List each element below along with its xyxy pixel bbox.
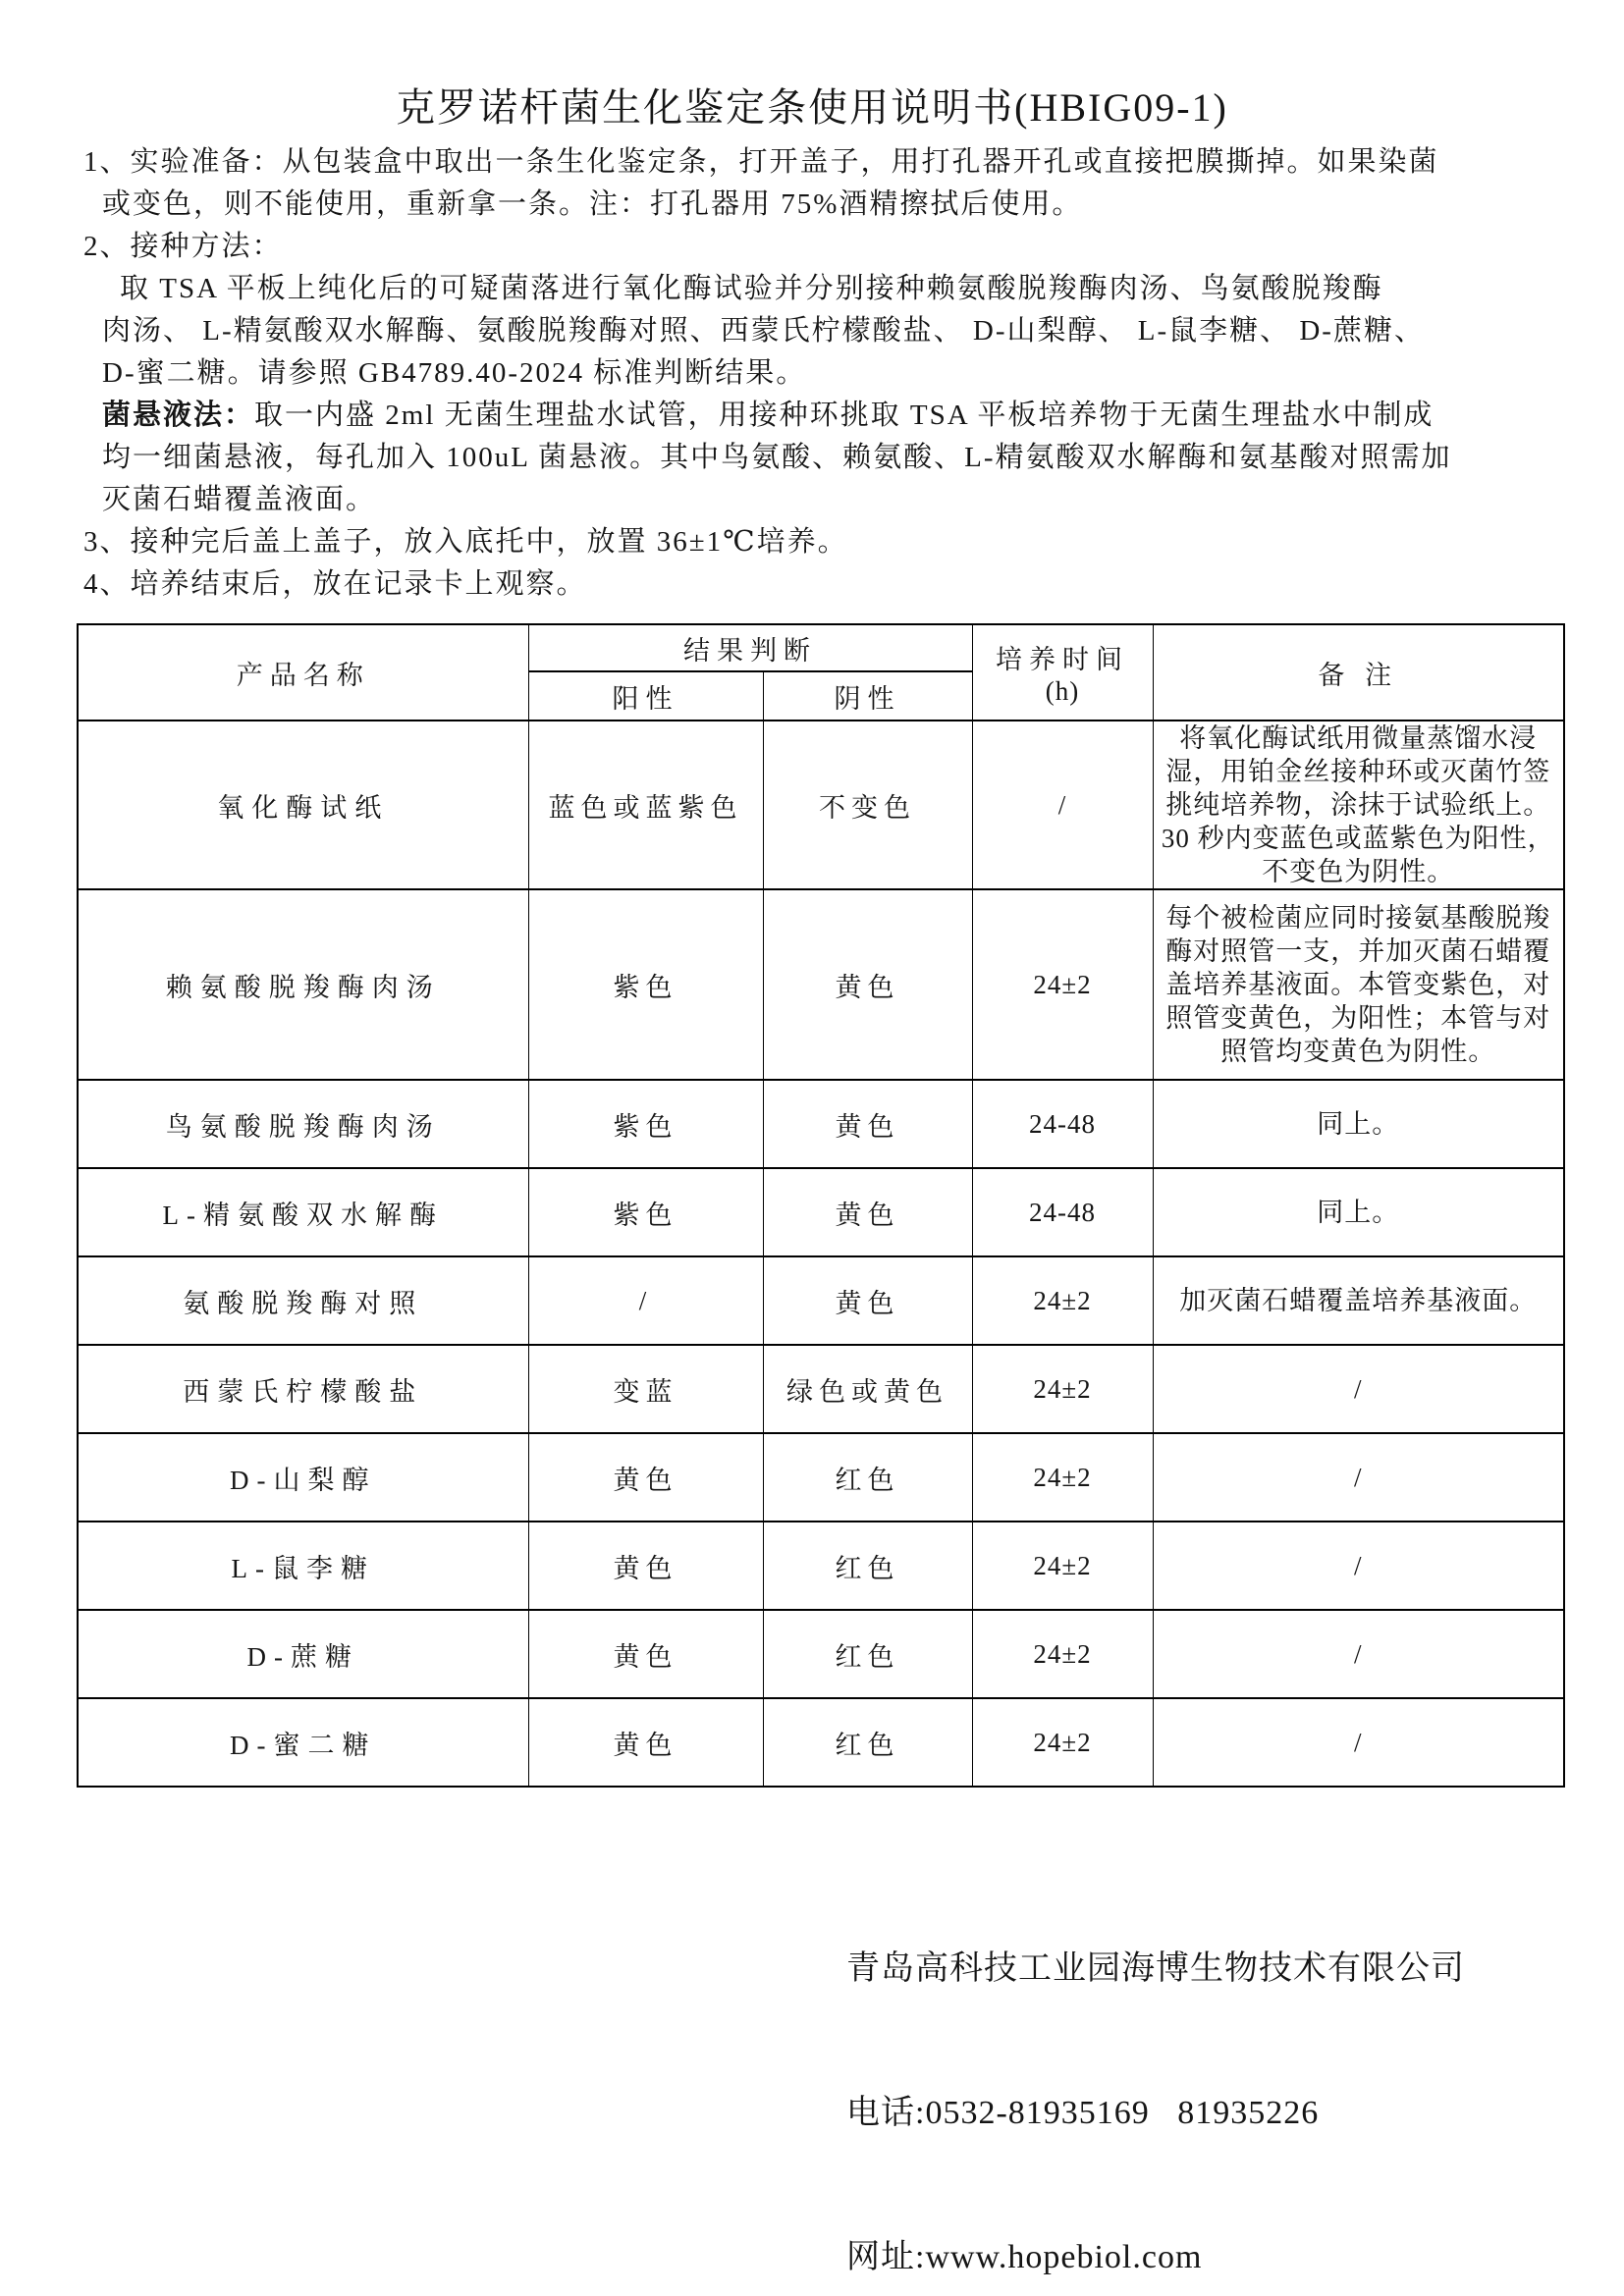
cell-negative: 不变色	[763, 721, 972, 889]
cell-negative: 红色	[763, 1522, 972, 1610]
cell-time: 24±2	[972, 1433, 1153, 1522]
cell-remark: 同上。	[1153, 1168, 1564, 1256]
instruction-line-1b: 或变色，则不能使用，重新拿一条。注：打孔器用 75%酒精擦拭后使用。	[102, 188, 1083, 220]
instruction-line-1a: 1、实验准备：从包装盒中取出一条生化鉴定条，打开盖子，用打孔器开孔或直接把膜撕掉。如果染菌	[83, 146, 1439, 178]
page-title: 克罗诺杆菌生化鉴定条使用说明书(HBIG09-1)	[396, 85, 1228, 130]
cell-positive: 紫色	[528, 1168, 763, 1256]
cell-product: 氨酸脱羧酶对照	[78, 1256, 528, 1345]
cell-time: 24-48	[972, 1168, 1153, 1256]
table-header-row-1	[78, 624, 1564, 671]
instruction-line-4: 4、培养结束后，放在记录卡上观察。	[83, 568, 587, 600]
phone-line: 电话:0532-81935169 81935226	[846, 2095, 1320, 2131]
cell-remark: 同上。	[1153, 1080, 1564, 1168]
suspension-line-3: 灭菌石蜡覆盖液面。	[102, 484, 377, 515]
cell-positive: 蓝色或蓝紫色	[528, 721, 763, 889]
inoculation-line-2: 肉汤、 L-精氨酸双水解酶、氨酸脱羧酶对照、西蒙氏柠檬酸盐、 D-山梨醇、 L-鼠李糖、 D-蔗糖、	[102, 315, 1425, 347]
footer	[846, 1848, 1624, 2296]
cell-positive: 变蓝	[528, 1345, 763, 1433]
table-row	[78, 889, 1564, 1080]
cell-remark: /	[1153, 1433, 1564, 1522]
header-time-line1: 培养时间	[996, 645, 1129, 674]
table-row	[78, 1256, 1564, 1345]
inoculation-line-3: D-蜜二糖。请参照 GB4789.40-2024 标准判断结果。	[102, 357, 807, 389]
cell-product: 氧化酶试纸	[78, 721, 528, 889]
cell-negative: 红色	[763, 1433, 972, 1522]
cell-remark: /	[1153, 1345, 1564, 1433]
header-time-line2: (h)	[1045, 676, 1080, 706]
cell-positive: 黄色	[528, 1610, 763, 1698]
cell-positive: 黄色	[528, 1522, 763, 1610]
cell-remark: 加灭菌石蜡覆盖培养基液面。	[1153, 1256, 1564, 1345]
table-row	[78, 1168, 1564, 1256]
cell-positive: 紫色	[528, 889, 763, 1080]
cell-negative: 黄色	[763, 1080, 972, 1168]
header-result: 结果判断	[528, 624, 972, 671]
cell-negative: 红色	[763, 1610, 972, 1698]
cell-product: L-精氨酸双水解酶	[78, 1168, 528, 1256]
suspension-method-text: 取一内盛 2ml 无菌生理盐水试管，用接种环挑取 TSA 平板培养物于无菌生理盐水中制成	[254, 400, 1435, 431]
cell-time: 24±2	[972, 1256, 1153, 1345]
cell-time: 24±2	[972, 1345, 1153, 1433]
cell-time: 24±2	[972, 1610, 1153, 1698]
header-product: 产品名称	[78, 624, 528, 721]
suspension-method-label: 菌悬液法：	[102, 400, 255, 431]
cell-negative: 黄色	[763, 1168, 972, 1256]
cell-remark: /	[1153, 1610, 1564, 1698]
instruction-line-3: 3、接种完后盖上盖子，放入底托中，放置 36±1℃培养。	[83, 526, 848, 558]
cell-product: D-蜜二糖	[78, 1698, 528, 1787]
results-table	[77, 623, 1565, 1788]
header-remark: 备 注	[1153, 624, 1564, 721]
suspension-line-2: 均一细菌悬液，每孔加入 100uL 菌悬液。其中鸟氨酸、赖氨酸、L-精氨酸双水解酶和氨基酸对照需加	[102, 442, 1452, 473]
instruction-line-2: 2、接种方法：	[83, 231, 283, 262]
cell-time: 24±2	[972, 889, 1153, 1080]
cell-remark: /	[1153, 1522, 1564, 1610]
cell-product: 赖氨酸脱羧酶肉汤	[78, 889, 528, 1080]
cell-time: 24±2	[972, 1698, 1153, 1787]
cell-positive: /	[528, 1256, 763, 1345]
website-line: 网址:www.hopebiol.com	[846, 2239, 1203, 2275]
suspension-line-1	[0, 395, 1624, 437]
header-positive: 阳性	[528, 671, 763, 721]
cell-remark: 将氧化酶试纸用微量蒸馏水浸湿，用铂金丝接种环或灭菌竹签挑纯培养物，涂抹于试验纸上。30 秒内变蓝色或蓝紫色为阳性，不变色为阴性。	[1153, 721, 1564, 889]
cell-negative: 红色	[763, 1698, 972, 1787]
cell-negative: 黄色	[763, 1256, 972, 1345]
cell-remark: /	[1153, 1698, 1564, 1787]
cell-negative: 绿色或黄色	[763, 1345, 972, 1433]
company-name: 青岛高科技工业园海博生物技术有限公司	[846, 1950, 1465, 1987]
table-row	[78, 1610, 1564, 1698]
cell-product: 西蒙氏柠檬酸盐	[78, 1345, 528, 1433]
cell-positive: 紫色	[528, 1080, 763, 1168]
cell-product: 鸟氨酸脱羧酶肉汤	[78, 1080, 528, 1168]
instructions-section	[0, 141, 1624, 606]
cell-product: D-蔗糖	[78, 1610, 528, 1698]
table-row	[78, 1080, 1564, 1168]
cell-product: L-鼠李糖	[78, 1522, 528, 1610]
inoculation-line-1: 取 TSA 平板上纯化后的可疑菌落进行氧化酶试验并分别接种赖氨酸脱羧酶肉汤、鸟氨酸脱羧酶	[120, 273, 1383, 304]
cell-positive: 黄色	[528, 1433, 763, 1522]
cell-product: D-山梨醇	[78, 1433, 528, 1522]
table-row	[78, 1698, 1564, 1787]
cell-remark: 每个被检菌应同时接氨基酸脱羧酶对照管一支，并加灭菌石蜡覆盖培养基液面。本管变紫色，对照管变黄色，为阳性；本管与对照管均变黄色为阴性。	[1153, 889, 1564, 1080]
cell-time: /	[972, 721, 1153, 889]
cell-positive: 黄色	[528, 1698, 763, 1787]
table-row	[78, 721, 1564, 889]
cell-time: 24±2	[972, 1522, 1153, 1610]
table-row	[78, 1345, 1564, 1433]
header-negative: 阴性	[763, 671, 972, 721]
cell-time: 24-48	[972, 1080, 1153, 1168]
table-row	[78, 1433, 1564, 1522]
cell-negative: 黄色	[763, 889, 972, 1080]
header-time	[972, 624, 1153, 721]
table-row	[78, 1522, 1564, 1610]
